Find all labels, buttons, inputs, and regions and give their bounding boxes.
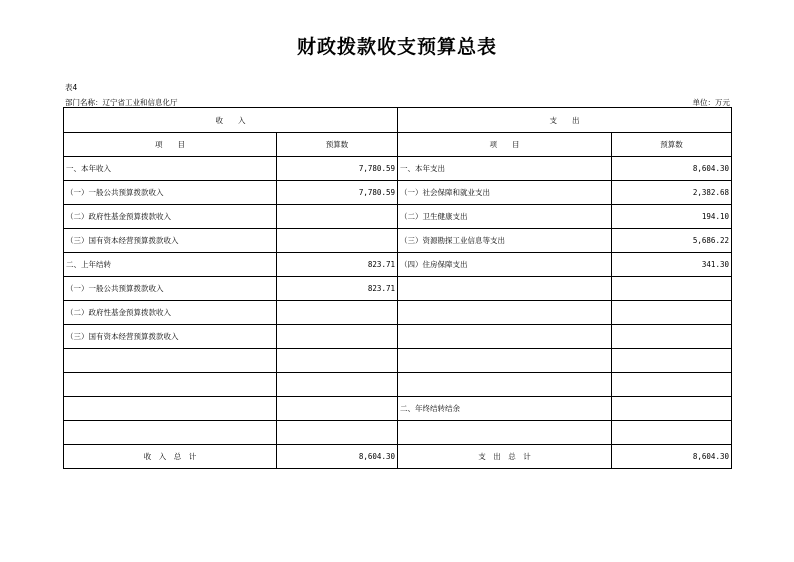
expense-budget-header: 预算数 — [612, 133, 732, 157]
income-item-cell: （一）一般公共预算拨款收入 — [64, 181, 277, 205]
table-row — [64, 181, 732, 205]
income-value-cell: 823.71 — [277, 277, 398, 301]
income-item-cell: （一）一般公共预算拨款收入 — [64, 277, 277, 301]
expense-item-cell — [398, 349, 612, 373]
header-row-sections — [64, 108, 732, 133]
table-row — [64, 205, 732, 229]
expense-value-cell: 8,604.30 — [612, 157, 732, 181]
income-item-cell — [64, 397, 277, 421]
expense-total-value: 8,604.30 — [612, 445, 732, 469]
table-row — [64, 373, 732, 397]
table-row — [64, 253, 732, 277]
table-number: 表4 — [65, 83, 78, 92]
expense-item-cell — [398, 277, 612, 301]
expense-item-header: 项 目 — [398, 133, 612, 157]
income-value-cell — [277, 205, 398, 229]
budget-table — [63, 107, 732, 469]
table-row — [64, 421, 732, 445]
expense-item-cell: 二、年终结转结余 — [398, 397, 612, 421]
income-value-cell: 823.71 — [277, 253, 398, 277]
income-item-cell — [64, 349, 277, 373]
table-row — [64, 349, 732, 373]
expense-value-cell — [612, 421, 732, 445]
expense-value-cell — [612, 349, 732, 373]
income-budget-header: 预算数 — [277, 133, 398, 157]
expense-item-cell — [398, 325, 612, 349]
income-item-cell — [64, 421, 277, 445]
income-item-cell: （二）政府性基金预算拨款收入 — [64, 301, 277, 325]
income-value-cell — [277, 373, 398, 397]
expense-item-cell: （四）住房保障支出 — [398, 253, 612, 277]
table-row — [64, 229, 732, 253]
income-value-cell: 7,780.59 — [277, 157, 398, 181]
income-value-cell — [277, 325, 398, 349]
expense-item-cell — [398, 301, 612, 325]
table-row — [64, 157, 732, 181]
income-item-cell: （三）国有资本经营预算拨款收入 — [64, 325, 277, 349]
income-value-cell — [277, 229, 398, 253]
income-total-label: 收 入 总 计 — [64, 445, 277, 469]
table-row — [64, 325, 732, 349]
table-row — [64, 277, 732, 301]
income-item-cell: （二）政府性基金预算拨款收入 — [64, 205, 277, 229]
expense-value-cell: 194.10 — [612, 205, 732, 229]
income-item-header: 项 目 — [64, 133, 277, 157]
totals-row — [64, 445, 732, 469]
unit-label: 单位：万元 — [692, 98, 730, 107]
expense-value-cell: 2,382.68 — [612, 181, 732, 205]
page-title: 财政拨款收支预算总表 — [296, 36, 497, 58]
table-row — [64, 397, 732, 421]
expense-value-cell — [612, 397, 732, 421]
expense-total-label: 支 出 总 计 — [398, 445, 612, 469]
income-total-value: 8,604.30 — [277, 445, 398, 469]
expense-value-cell — [612, 277, 732, 301]
income-item-cell — [64, 373, 277, 397]
income-value-cell: 7,780.59 — [277, 181, 398, 205]
expense-item-cell: 一、本年支出 — [398, 157, 612, 181]
income-value-cell — [277, 349, 398, 373]
income-item-cell: 一、本年收入 — [64, 157, 277, 181]
expense-value-cell: 341.30 — [612, 253, 732, 277]
expense-item-cell — [398, 373, 612, 397]
income-value-cell — [277, 421, 398, 445]
income-item-cell: （三）国有资本经营预算拨款收入 — [64, 229, 277, 253]
expense-header: 支 出 — [398, 108, 732, 133]
expense-item-cell: （三）资源勘探工业信息等支出 — [398, 229, 612, 253]
income-value-cell — [277, 397, 398, 421]
expense-value-cell — [612, 325, 732, 349]
income-item-cell: 二、上年结转 — [64, 253, 277, 277]
expense-value-cell: 5,686.22 — [612, 229, 732, 253]
income-header: 收 入 — [64, 108, 398, 133]
header-row-columns — [64, 133, 732, 157]
expense-value-cell — [612, 373, 732, 397]
income-value-cell — [277, 301, 398, 325]
expense-item-cell — [398, 421, 612, 445]
expense-item-cell: （一）社会保障和就业支出 — [398, 181, 612, 205]
expense-value-cell — [612, 301, 732, 325]
table-row — [64, 301, 732, 325]
department-name: 部门名称：辽宁省工业和信息化厅 — [65, 98, 178, 107]
expense-item-cell: （二）卫生健康支出 — [398, 205, 612, 229]
